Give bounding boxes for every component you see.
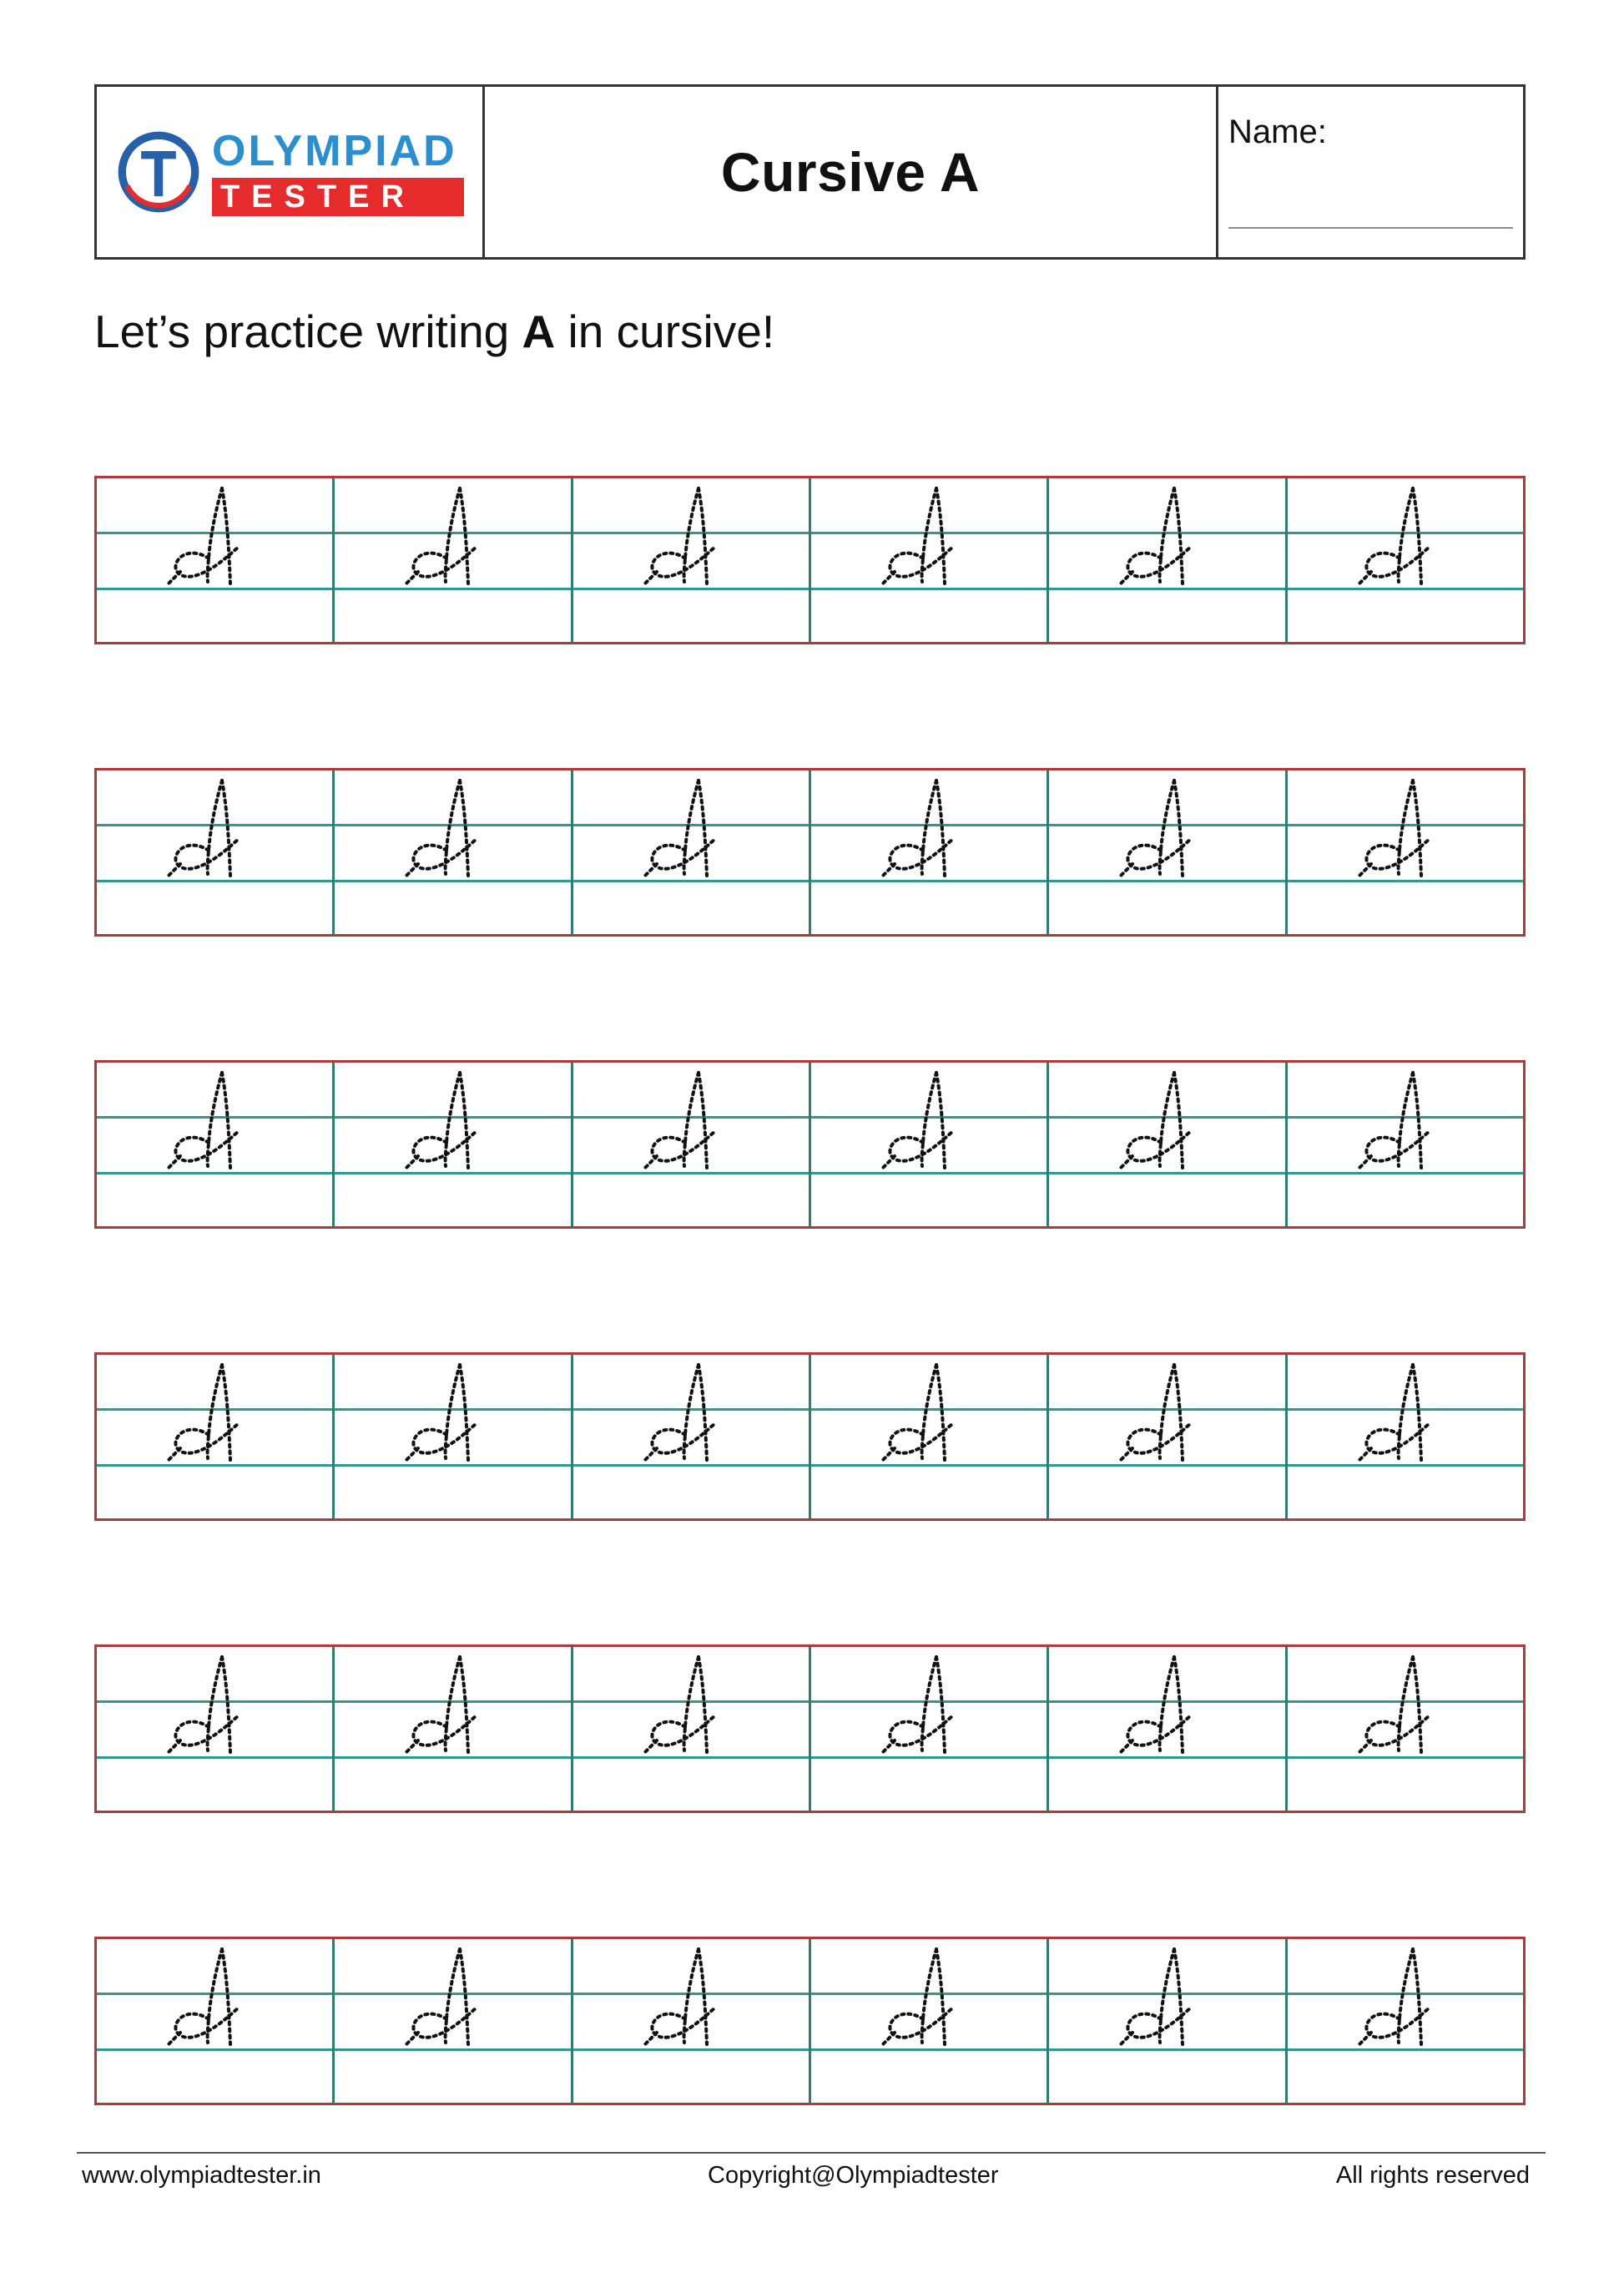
practice-row <box>94 768 1526 937</box>
trace-stroke <box>1358 1448 1371 1462</box>
trace-stroke <box>460 1365 468 1460</box>
trace-stroke <box>222 1949 230 2044</box>
writing-cell[interactable] <box>335 1355 572 1518</box>
trace-stroke <box>1119 1740 1132 1754</box>
dotted-letter-a-icon <box>640 1063 740 1179</box>
trace-stroke <box>643 1448 657 1462</box>
trace-stroke <box>222 1657 230 1752</box>
instructions-before: Let’s practice writing <box>94 306 522 357</box>
instructions-after: in cursive! <box>555 306 775 357</box>
trace-stroke <box>1358 1740 1371 1754</box>
trace-stroke <box>1119 1156 1132 1169</box>
footer-website: www.olympiadtester.in <box>82 2162 321 2189</box>
writing-cell[interactable] <box>1049 1647 1287 1811</box>
dotted-letter-a-icon <box>1354 1355 1455 1472</box>
logo-olympiad: OLYMPIAD <box>212 127 457 175</box>
trace-stroke <box>936 1657 945 1752</box>
trace-stroke <box>699 488 707 583</box>
trace-stroke <box>699 1073 707 1168</box>
writing-cell[interactable] <box>1049 1939 1287 2103</box>
dotted-letter-a-icon <box>401 478 502 595</box>
trace-stroke <box>643 864 657 877</box>
trace-stroke <box>936 1949 945 2044</box>
writing-cell[interactable] <box>811 770 1049 934</box>
trace-stroke <box>405 1156 418 1169</box>
trace-stroke <box>1119 572 1132 585</box>
writing-cell[interactable] <box>335 1063 572 1226</box>
trace-stroke <box>405 1448 418 1462</box>
worksheet-header <box>94 84 1526 260</box>
trace-stroke <box>936 1073 945 1168</box>
trace-stroke <box>167 1448 180 1462</box>
instructions-letter: A <box>522 306 556 357</box>
footer-divider <box>77 2152 1546 2154</box>
writing-cell[interactable] <box>573 1647 811 1811</box>
dotted-letter-a-icon <box>878 1355 978 1472</box>
dotted-letter-a-icon <box>164 770 264 887</box>
trace-stroke <box>936 1365 945 1460</box>
trace-stroke <box>222 1073 230 1168</box>
trace-stroke <box>1413 1657 1421 1752</box>
olympiad-tester-logo-icon <box>115 129 202 215</box>
writing-cell[interactable] <box>811 1355 1049 1518</box>
trace-stroke <box>881 1740 895 1754</box>
dotted-letter-a-icon <box>1116 1063 1216 1179</box>
logo-tester: TESTER <box>212 178 464 216</box>
trace-stroke <box>699 1949 707 2044</box>
dotted-letter-a-icon <box>640 1355 740 1472</box>
writing-cell[interactable] <box>97 1939 335 2103</box>
writing-cell[interactable] <box>1288 1063 1523 1226</box>
name-field[interactable] <box>1228 227 1513 229</box>
dotted-letter-a-icon <box>401 1939 502 2056</box>
page-title: Cursive A <box>720 141 981 203</box>
trace-stroke <box>1358 2033 1371 2046</box>
trace-stroke <box>222 1365 230 1460</box>
name-cell <box>1218 87 1523 257</box>
practice-row <box>94 1060 1526 1229</box>
logo <box>97 87 485 257</box>
writing-cell[interactable] <box>335 478 572 642</box>
dotted-letter-a-icon <box>878 770 978 887</box>
trace-stroke <box>1119 864 1132 877</box>
writing-cell[interactable] <box>811 1647 1049 1811</box>
dotted-letter-a-icon <box>640 478 740 595</box>
trace-stroke <box>1358 1156 1371 1169</box>
writing-cell[interactable] <box>97 770 335 934</box>
writing-cell[interactable] <box>573 1939 811 2103</box>
writing-cell[interactable] <box>1049 478 1287 642</box>
dotted-letter-a-icon <box>1116 478 1216 595</box>
writing-cell[interactable] <box>97 1355 335 1518</box>
practice-area <box>94 476 1526 2229</box>
trace-stroke <box>1358 572 1371 585</box>
trace-stroke <box>643 1156 657 1169</box>
dotted-letter-a-icon <box>640 770 740 887</box>
dotted-letter-a-icon <box>164 1939 264 2056</box>
trace-stroke <box>167 2033 180 2046</box>
practice-row <box>94 1644 1526 1813</box>
trace-stroke <box>460 1949 468 2044</box>
trace-stroke <box>881 2033 895 2046</box>
trace-stroke <box>1413 1073 1421 1168</box>
practice-row <box>94 1352 1526 1521</box>
writing-cell[interactable] <box>335 1647 572 1811</box>
writing-cell[interactable] <box>811 1939 1049 2103</box>
trace-stroke <box>699 1365 707 1460</box>
dotted-letter-a-icon <box>164 1063 264 1179</box>
trace-stroke <box>1174 780 1183 876</box>
dotted-letter-a-icon <box>1116 1939 1216 2056</box>
writing-cell[interactable] <box>1288 478 1523 642</box>
dotted-letter-a-icon <box>1354 1939 1455 2056</box>
dotted-letter-a-icon <box>1116 1355 1216 1472</box>
writing-cell[interactable] <box>335 770 572 934</box>
writing-cell[interactable] <box>1288 770 1523 934</box>
trace-stroke <box>699 780 707 876</box>
trace-stroke <box>1413 488 1421 583</box>
writing-cell[interactable] <box>1049 1063 1287 1226</box>
writing-cell[interactable] <box>1049 1355 1287 1518</box>
writing-cell[interactable] <box>1049 770 1287 934</box>
logo-text <box>212 128 464 216</box>
dotted-letter-a-icon <box>1354 1063 1455 1179</box>
instructions <box>94 305 774 358</box>
trace-stroke <box>1174 1073 1183 1168</box>
trace-stroke <box>1413 1949 1421 2044</box>
writing-cell[interactable] <box>335 1939 572 2103</box>
trace-stroke <box>405 864 418 877</box>
dotted-letter-a-icon <box>1354 1647 1455 1764</box>
trace-stroke <box>881 572 895 585</box>
footer-rights: All rights reserved <box>1335 2162 1530 2189</box>
dotted-letter-a-icon <box>1354 770 1455 887</box>
trace-stroke <box>1174 1365 1183 1460</box>
writing-cell[interactable] <box>573 1355 811 1518</box>
trace-stroke <box>881 1448 895 1462</box>
writing-cell[interactable] <box>1288 1939 1523 2103</box>
trace-stroke <box>643 572 657 585</box>
practice-row <box>94 1937 1526 2105</box>
title-cell <box>485 87 1218 257</box>
trace-stroke <box>643 2033 657 2046</box>
trace-stroke <box>881 1156 895 1169</box>
dotted-letter-a-icon <box>1116 1647 1216 1764</box>
trace-stroke <box>405 572 418 585</box>
dotted-letter-a-icon <box>878 478 978 595</box>
trace-stroke <box>460 488 468 583</box>
trace-stroke <box>1174 1657 1183 1752</box>
trace-stroke <box>222 780 230 876</box>
trace-stroke <box>460 1657 468 1752</box>
trace-stroke <box>1413 780 1421 876</box>
writing-cell[interactable] <box>97 1063 335 1226</box>
trace-stroke <box>167 864 180 877</box>
dotted-letter-a-icon <box>164 1647 264 1764</box>
trace-stroke <box>167 1740 180 1754</box>
dotted-letter-a-icon <box>878 1647 978 1764</box>
trace-stroke <box>1174 488 1183 583</box>
trace-stroke <box>405 1740 418 1754</box>
dotted-letter-a-icon <box>640 1647 740 1764</box>
dotted-letter-a-icon <box>878 1939 978 2056</box>
writing-cell[interactable] <box>97 1647 335 1811</box>
trace-stroke <box>699 1657 707 1752</box>
trace-stroke <box>643 1740 657 1754</box>
writing-cell[interactable] <box>1288 1355 1523 1518</box>
trace-stroke <box>936 488 945 583</box>
writing-cell[interactable] <box>811 478 1049 642</box>
trace-stroke <box>1119 2033 1132 2046</box>
writing-cell[interactable] <box>573 478 811 642</box>
dotted-letter-a-icon <box>1354 478 1455 595</box>
trace-stroke <box>460 1073 468 1168</box>
dotted-letter-a-icon <box>401 1063 502 1179</box>
writing-cell[interactable] <box>573 770 811 934</box>
practice-row <box>94 476 1526 644</box>
dotted-letter-a-icon <box>401 770 502 887</box>
dotted-letter-a-icon <box>164 1355 264 1472</box>
trace-stroke <box>167 572 180 585</box>
trace-stroke <box>460 780 468 876</box>
dotted-letter-a-icon <box>164 478 264 595</box>
writing-cell[interactable] <box>1288 1647 1523 1811</box>
writing-cell[interactable] <box>97 478 335 642</box>
trace-stroke <box>1119 1448 1132 1462</box>
trace-stroke <box>1413 1365 1421 1460</box>
dotted-letter-a-icon <box>640 1939 740 2056</box>
trace-stroke <box>1358 864 1371 877</box>
writing-cell[interactable] <box>573 1063 811 1226</box>
writing-cell[interactable] <box>811 1063 1049 1226</box>
dotted-letter-a-icon <box>878 1063 978 1179</box>
dotted-letter-a-icon <box>1116 770 1216 887</box>
trace-stroke <box>881 864 895 877</box>
name-label: Name: <box>1228 114 1327 150</box>
trace-stroke <box>405 2033 418 2046</box>
trace-stroke <box>936 780 945 876</box>
dotted-letter-a-icon <box>401 1647 502 1764</box>
trace-stroke <box>167 1156 180 1169</box>
dotted-letter-a-icon <box>401 1355 502 1472</box>
trace-stroke <box>1174 1949 1183 2044</box>
trace-stroke <box>222 488 230 583</box>
footer-copyright: Copyright@Olympiadtester <box>708 2162 999 2189</box>
